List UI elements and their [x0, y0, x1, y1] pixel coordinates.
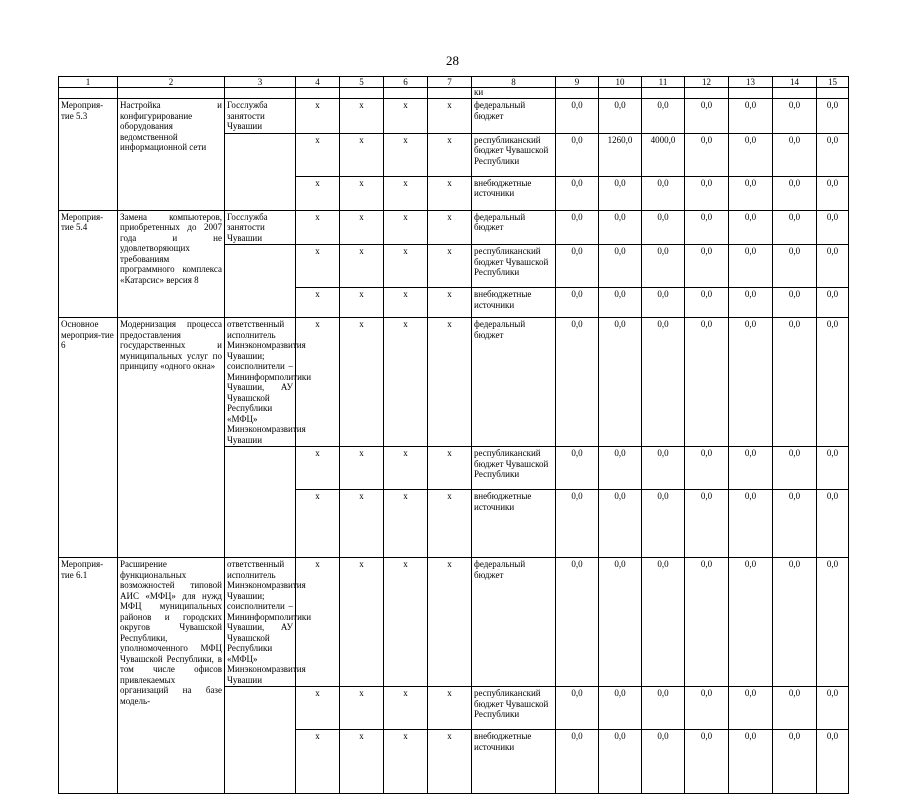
budget-table: [58, 76, 849, 794]
value-cell: 0,0: [685, 288, 729, 318]
column-header: 5: [340, 77, 384, 88]
value-cell: 0,0: [599, 210, 642, 245]
executor-continued: [225, 133, 296, 210]
x-marker: x: [384, 447, 428, 490]
funding-source: республиканский бюджет Чувашской Республики: [472, 687, 556, 730]
executor-continued: [225, 687, 296, 794]
column-header: 4: [296, 77, 340, 88]
value-cell: 1260,0: [599, 133, 642, 176]
funding-source: федеральный бюджет: [472, 210, 556, 245]
value-cell: 0,0: [556, 288, 599, 318]
table-row: [59, 318, 849, 447]
x-marker: x: [296, 318, 340, 447]
funding-source: республиканский бюджет Чувашской Республики: [472, 447, 556, 490]
x-marker: x: [428, 687, 472, 730]
value-cell: 0,0: [773, 318, 817, 447]
executor-text: Госслужба занятости Чувашии: [225, 210, 296, 245]
value-cell: 0,0: [599, 447, 642, 490]
value-cell: 0,0: [642, 245, 685, 288]
funding-source: республиканский бюджет Чувашской Республики: [472, 133, 556, 176]
carry-over-text: ки: [472, 88, 556, 99]
x-marker: x: [384, 558, 428, 687]
value-cell: 0,0: [685, 447, 729, 490]
x-marker: x: [384, 133, 428, 176]
x-marker: x: [296, 288, 340, 318]
column-header: 2: [118, 77, 225, 88]
x-marker: x: [340, 447, 384, 490]
x-marker: x: [296, 447, 340, 490]
value-cell: 0,0: [556, 730, 599, 794]
x-marker: x: [340, 318, 384, 447]
column-header: 8: [472, 77, 556, 88]
value-cell: 0,0: [599, 288, 642, 318]
column-header: 9: [556, 77, 599, 88]
value-cell: 0,0: [556, 245, 599, 288]
value-cell: 0,0: [599, 558, 642, 687]
activity-label: Мероприя-тие 6.1: [59, 558, 118, 794]
activity-label: Основное мероприя-тие 6: [59, 318, 118, 558]
value-cell: 0,0: [642, 687, 685, 730]
x-marker: x: [384, 318, 428, 447]
value-cell: 0,0: [817, 133, 849, 176]
value-cell: 0,0: [685, 687, 729, 730]
value-cell: 0,0: [729, 558, 773, 687]
value-cell: 0,0: [773, 210, 817, 245]
value-cell: 4000,0: [642, 133, 685, 176]
x-marker: x: [296, 176, 340, 210]
column-header: 1: [59, 77, 118, 88]
value-cell: 0,0: [729, 288, 773, 318]
x-marker: x: [340, 99, 384, 134]
value-cell: 0,0: [599, 245, 642, 288]
value-cell: 0,0: [773, 447, 817, 490]
value-cell: 0,0: [556, 176, 599, 210]
value-cell: 0,0: [642, 558, 685, 687]
value-cell: 0,0: [729, 245, 773, 288]
value-cell: 0,0: [685, 99, 729, 134]
value-cell: 0,0: [642, 730, 685, 794]
x-marker: x: [428, 288, 472, 318]
x-marker: x: [384, 176, 428, 210]
value-cell: 0,0: [729, 490, 773, 558]
activity-description: Настройка и конфигурирование оборудования ведомственной информационной сети: [118, 99, 225, 211]
executor-text: Госслужба занятости Чувашии: [225, 99, 296, 134]
funding-source: федеральный бюджет: [472, 558, 556, 687]
value-cell: 0,0: [729, 99, 773, 134]
value-cell: 0,0: [817, 210, 849, 245]
x-marker: x: [428, 210, 472, 245]
value-cell: 0,0: [556, 210, 599, 245]
value-cell: 0,0: [642, 99, 685, 134]
value-cell: 0,0: [556, 558, 599, 687]
carry-over-row: [59, 88, 849, 99]
value-cell: 0,0: [556, 490, 599, 558]
value-cell: 0,0: [773, 99, 817, 134]
activity-description: Замена компьютеров, приобретенных до 2007 года и не удовлетворяющих требованиям программного комплекса «Катарсис» версия 8: [118, 210, 225, 318]
value-cell: 0,0: [685, 558, 729, 687]
value-cell: 0,0: [817, 176, 849, 210]
value-cell: 0,0: [773, 288, 817, 318]
value-cell: 0,0: [642, 288, 685, 318]
column-header: 7: [428, 77, 472, 88]
value-cell: 0,0: [642, 447, 685, 490]
value-cell: 0,0: [729, 730, 773, 794]
value-cell: 0,0: [773, 730, 817, 794]
value-cell: 0,0: [642, 318, 685, 447]
funding-source: внебюджетные источники: [472, 176, 556, 210]
x-marker: x: [384, 210, 428, 245]
x-marker: x: [428, 133, 472, 176]
table-row: [59, 558, 849, 687]
funding-source: внебюджетные источники: [472, 288, 556, 318]
value-cell: 0,0: [817, 99, 849, 134]
value-cell: 0,0: [642, 176, 685, 210]
x-marker: x: [384, 99, 428, 134]
x-marker: x: [296, 133, 340, 176]
executor-text: ответственный исполнитель Минэкономразвития Чувашии; соисполнители – Мининформполитики Чувашии, АУ Чувашской Республики «МФЦ» Минэкономразвития Чувашии: [225, 318, 296, 447]
value-cell: 0,0: [556, 318, 599, 447]
value-cell: 0,0: [817, 288, 849, 318]
x-marker: x: [296, 558, 340, 687]
value-cell: 0,0: [599, 99, 642, 134]
x-marker: x: [340, 687, 384, 730]
funding-source: республиканский бюджет Чувашской Республики: [472, 245, 556, 288]
column-header: 14: [773, 77, 817, 88]
column-header: 6: [384, 77, 428, 88]
value-cell: 0,0: [817, 687, 849, 730]
x-marker: x: [296, 210, 340, 245]
value-cell: 0,0: [729, 133, 773, 176]
executor-continued: [225, 245, 296, 318]
value-cell: 0,0: [773, 176, 817, 210]
value-cell: 0,0: [642, 490, 685, 558]
column-header: 13: [729, 77, 773, 88]
value-cell: 0,0: [729, 447, 773, 490]
x-marker: x: [340, 176, 384, 210]
x-marker: x: [296, 99, 340, 134]
x-marker: x: [428, 176, 472, 210]
column-header: 10: [599, 77, 642, 88]
x-marker: x: [384, 490, 428, 558]
x-marker: x: [384, 245, 428, 288]
value-cell: 0,0: [685, 245, 729, 288]
value-cell: 0,0: [729, 687, 773, 730]
value-cell: 0,0: [773, 133, 817, 176]
funding-source: федеральный бюджет: [472, 318, 556, 447]
x-marker: x: [296, 490, 340, 558]
value-cell: 0,0: [599, 687, 642, 730]
funding-source: внебюджетные источники: [472, 490, 556, 558]
activity-label: Мероприя-тие 5.4: [59, 210, 118, 318]
column-header: 3: [225, 77, 296, 88]
value-cell: 0,0: [685, 490, 729, 558]
value-cell: 0,0: [556, 687, 599, 730]
value-cell: 0,0: [817, 558, 849, 687]
value-cell: 0,0: [599, 318, 642, 447]
x-marker: x: [340, 245, 384, 288]
activity-description: Расширение функциональных возможностей типовой АИС «МФЦ» для нужд МФЦ муниципальных районов и городских округов Чувашской Республики, уполномоченного МФЦ Чувашской Республики, в том числе офисов привлекаемых организаций на базе модель-: [118, 558, 225, 794]
x-marker: x: [428, 490, 472, 558]
value-cell: 0,0: [817, 245, 849, 288]
x-marker: x: [428, 730, 472, 794]
value-cell: 0,0: [817, 730, 849, 794]
table-row: [59, 99, 849, 134]
activity-description: Модернизация процесса предоставления государственных и муниципальных услуг по принципу «одного окна»: [118, 318, 225, 558]
activity-label: Мероприя-тие 5.3: [59, 99, 118, 211]
x-marker: x: [340, 210, 384, 245]
value-cell: 0,0: [556, 447, 599, 490]
value-cell: 0,0: [729, 318, 773, 447]
value-cell: 0,0: [729, 210, 773, 245]
value-cell: 0,0: [685, 133, 729, 176]
value-cell: 0,0: [817, 447, 849, 490]
value-cell: 0,0: [773, 558, 817, 687]
x-marker: x: [296, 245, 340, 288]
executor-continued: [225, 447, 296, 558]
value-cell: 0,0: [685, 210, 729, 245]
x-marker: x: [384, 687, 428, 730]
x-marker: x: [296, 730, 340, 794]
column-header: 11: [642, 77, 685, 88]
x-marker: x: [296, 687, 340, 730]
page-number: 28: [446, 53, 459, 68]
x-marker: x: [340, 288, 384, 318]
funding-source: внебюджетные источники: [472, 730, 556, 794]
value-cell: 0,0: [817, 318, 849, 447]
value-cell: 0,0: [556, 133, 599, 176]
x-marker: x: [340, 558, 384, 687]
value-cell: 0,0: [642, 210, 685, 245]
value-cell: 0,0: [685, 730, 729, 794]
value-cell: 0,0: [556, 99, 599, 134]
value-cell: 0,0: [685, 176, 729, 210]
x-marker: x: [340, 730, 384, 794]
x-marker: x: [428, 318, 472, 447]
column-header: 12: [685, 77, 729, 88]
value-cell: 0,0: [817, 490, 849, 558]
x-marker: x: [384, 288, 428, 318]
funding-source: федеральный бюджет: [472, 99, 556, 134]
x-marker: x: [428, 558, 472, 687]
x-marker: x: [340, 490, 384, 558]
value-cell: 0,0: [773, 490, 817, 558]
value-cell: 0,0: [599, 490, 642, 558]
value-cell: 0,0: [773, 245, 817, 288]
executor-text: ответственный исполнитель Минэкономразвития Чувашии; соисполнители – Мининформполитики Чувашии, АУ Чувашской Республики «МФЦ» Минэкономразвития Чувашии: [225, 558, 296, 687]
value-cell: 0,0: [685, 318, 729, 447]
x-marker: x: [428, 245, 472, 288]
table-row: [59, 210, 849, 245]
x-marker: x: [428, 447, 472, 490]
value-cell: 0,0: [599, 176, 642, 210]
value-cell: 0,0: [599, 730, 642, 794]
x-marker: x: [340, 133, 384, 176]
x-marker: x: [428, 99, 472, 134]
column-header: 15: [817, 77, 849, 88]
column-header-row: [59, 77, 849, 88]
value-cell: 0,0: [773, 687, 817, 730]
x-marker: x: [384, 730, 428, 794]
value-cell: 0,0: [729, 176, 773, 210]
